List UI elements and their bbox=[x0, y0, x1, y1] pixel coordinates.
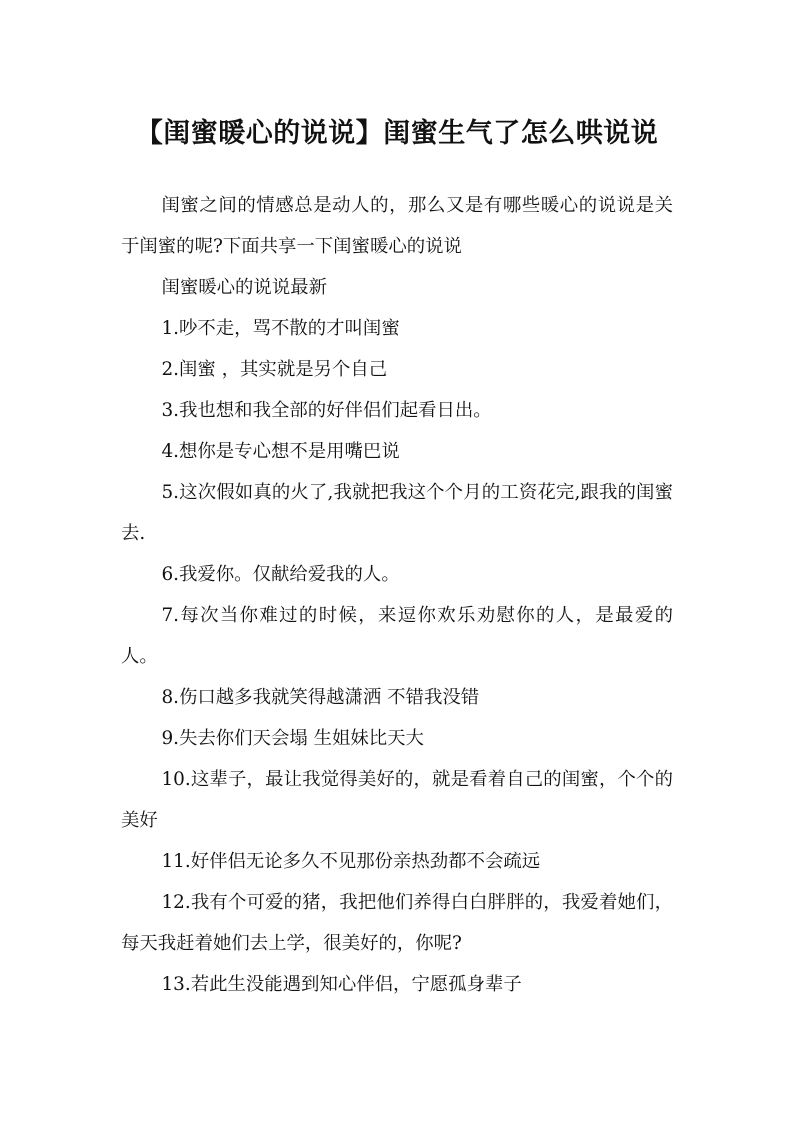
list-item: 4.想你是专心想不是用嘴巴说 bbox=[161, 441, 400, 462]
document-title: 【闺蜜暖心的说说】闺蜜生气了怎么哄说说 bbox=[135, 118, 659, 150]
list-item: 9.失去你们天会塌 生姐妹比天大 bbox=[161, 728, 424, 749]
list-item: 6.我爱你。仅献给爱我的人。 bbox=[161, 564, 400, 585]
list-item: 8.伤口越多我就笑得越潇洒 不错我没错 bbox=[161, 687, 480, 708]
document-body bbox=[121, 185, 673, 1005]
list-item: 11.好伴侣无论多久不见那份亲热劲都不会疏远 bbox=[161, 851, 541, 872]
section-heading: 闺蜜暖心的说说最新 bbox=[161, 277, 327, 298]
list-item: 13.若此生没能遇到知心伴侣，宁愿孤身辈子 bbox=[161, 974, 522, 995]
list-item: 5.这次假如真的火了,我就把我这个个月的工资花完,跟我的闺蜜去. bbox=[121, 482, 673, 544]
list-item: 12.我有个可爱的猪，我把他们养得白白胖胖的，我爱着她们，每天我赶着她们去上学，很美好的，你呢? bbox=[121, 892, 673, 954]
list-item: 3.我也想和我全部的好伴侣们起看日出。 bbox=[161, 400, 492, 421]
list-item: 2.闺蜜 ，其实就是另个自己 bbox=[161, 359, 388, 380]
intro-paragraph: 闺蜜之间的情感总是动人的，那么又是有哪些暖心的说说是关于闺蜜的呢?下面共享一下闺蜜暖心的说说 bbox=[121, 195, 673, 257]
list-item: 10.这辈子，最让我觉得美好的，就是看着自己的闺蜜，个个的美好 bbox=[121, 769, 673, 831]
list-item: 7.每次当你难过的时候，来逗你欢乐劝慰你的人，是最爱的人。 bbox=[121, 605, 673, 667]
list-item: 1.吵不走，骂不散的才叫闺蜜 bbox=[161, 318, 400, 339]
